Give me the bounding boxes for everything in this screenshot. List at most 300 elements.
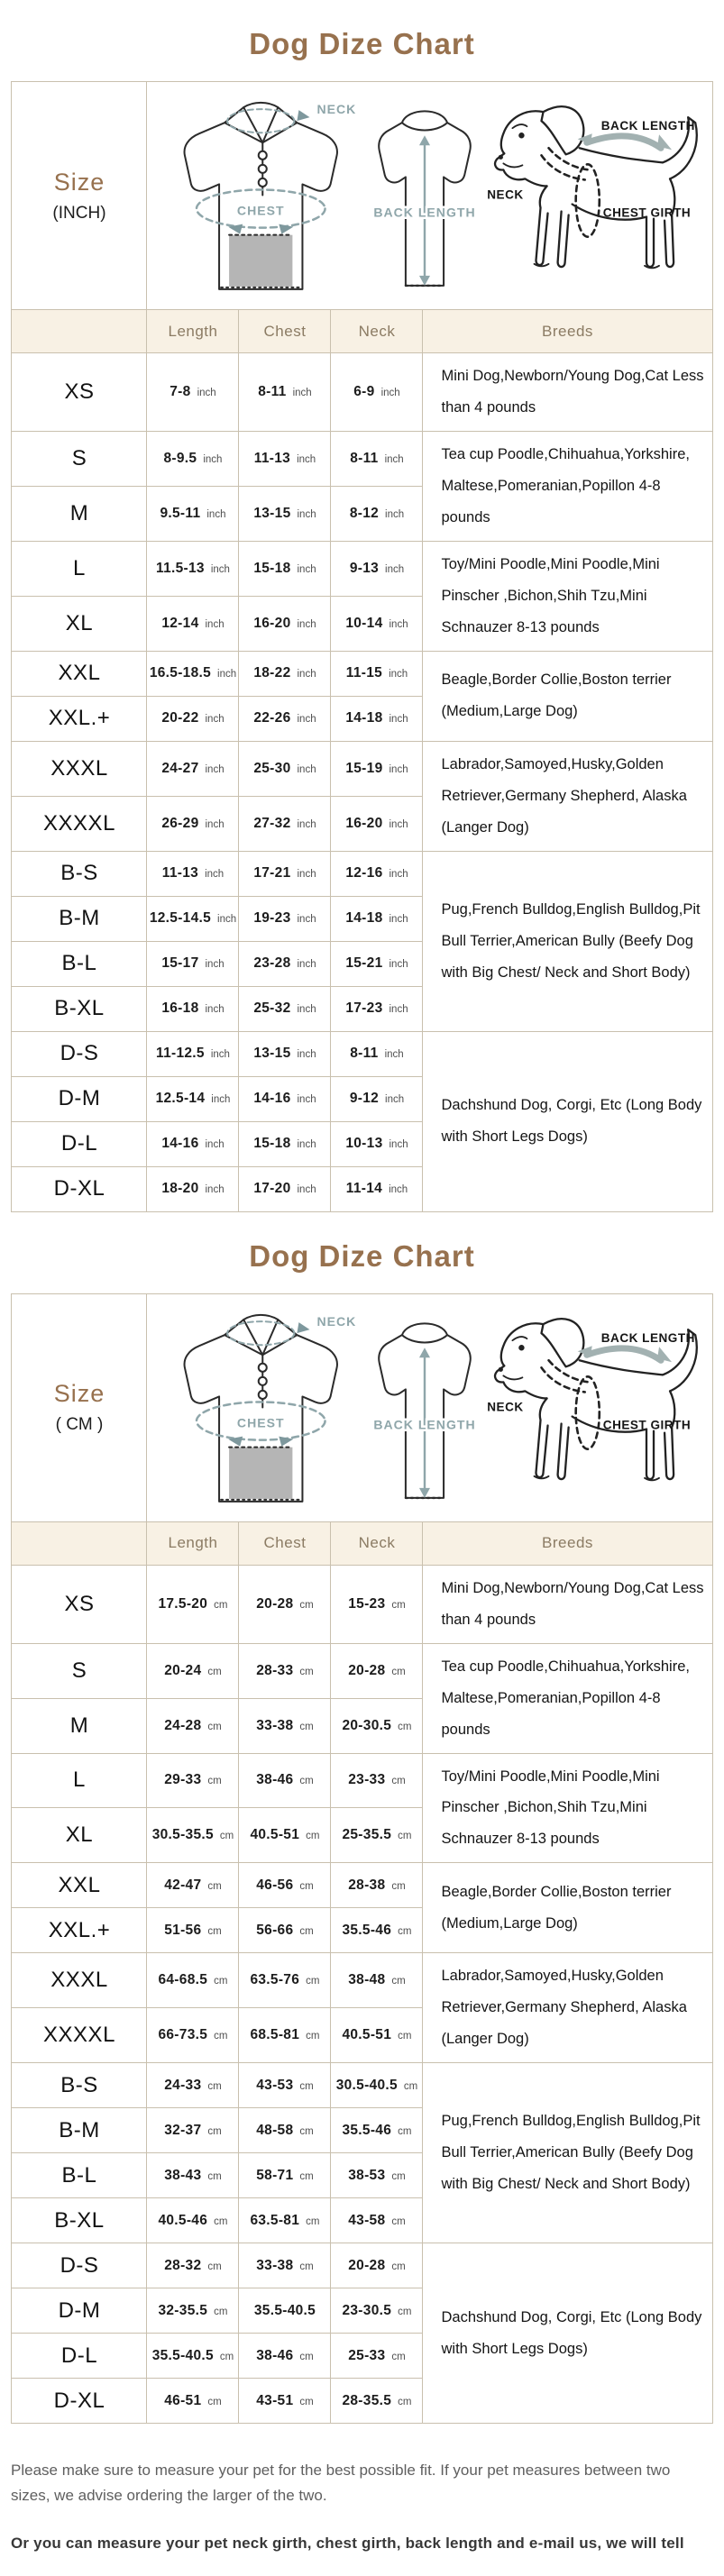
size-cell: D-M [12, 2288, 147, 2334]
chest-cell [239, 2108, 331, 2153]
unit-label: inch [385, 563, 405, 575]
breeds-cell: Beagle,Border Collie,Boston terrier (Medium,Large Dog) [423, 1863, 712, 1953]
chest-cell [239, 2334, 331, 2379]
chest-value: 63.5-76 [250, 1972, 300, 1988]
chest-cell [239, 353, 331, 432]
size-cell: B-L [12, 941, 147, 986]
measurement-diagram-svg [147, 85, 711, 306]
chest-cell [239, 2198, 331, 2243]
breeds-cell: Mini Dog,Newborn/Young Dog,Cat Less than 4 pounds [423, 1565, 712, 1643]
length-cell [147, 2243, 239, 2288]
neck-value: 11-15 [345, 665, 383, 681]
size-cell: XS [12, 1565, 147, 1643]
neck-cell [331, 2198, 423, 2243]
unit-label: inch [203, 453, 223, 465]
size-chart-section-inch [0, 27, 724, 1212]
breeds-cell: Tea cup Poodle,Chihuahua,Yorkshire, Maltese,Pomeranian,Popillon 4-8 pounds [423, 431, 712, 541]
breeds-cell: Pug,French Bulldog,English Bulldog,Pit Bull Terrier,American Bully (Beefy Dog with Big Chest/ Neck and Short Body) [423, 851, 712, 1031]
neck-cell [331, 1808, 423, 1863]
column-header-row [12, 310, 712, 353]
length-cell [147, 2379, 239, 2424]
chest-value: 40.5-51 [250, 1827, 300, 1843]
chest-label-front: CHEST [237, 1415, 286, 1430]
unit-label: cm [214, 2031, 228, 2042]
unit-label: inch [389, 959, 408, 971]
size-cell: XXXXL [12, 796, 147, 851]
unit-label: inch [297, 914, 316, 926]
length-value: 12-14 [161, 615, 199, 631]
neck-value: 38-53 [348, 2167, 386, 2183]
neck-cell [331, 796, 423, 851]
size-cell: S [12, 1643, 147, 1698]
chest-cell [239, 696, 331, 741]
length-value: 18-20 [161, 1181, 199, 1197]
chest-cell [239, 2063, 331, 2108]
unit-label: cm [299, 1925, 314, 1937]
size-cell: B-XL [12, 2198, 147, 2243]
chest-cell [239, 986, 331, 1031]
unit-label: cm [306, 2215, 320, 2227]
length-value: 46-51 [164, 2392, 202, 2408]
chest-cell [239, 1031, 331, 1076]
chest-value: 23-28 [253, 955, 291, 972]
size-cell: B-S [12, 851, 147, 896]
col-header-neck: Neck [331, 1521, 423, 1565]
unit-label: inch [389, 1004, 408, 1016]
unit-label: inch [389, 1184, 408, 1196]
neck-value: 14-18 [345, 710, 383, 726]
table-row [12, 2243, 712, 2288]
unit-label: inch [206, 508, 226, 520]
neck-value: 23-33 [348, 1772, 386, 1788]
unit-label: inch [389, 618, 408, 630]
chest-cell [239, 2379, 331, 2424]
unit-label: cm [207, 2261, 222, 2272]
unit-label: cm [219, 1831, 234, 1842]
chest-value: 22-26 [253, 710, 291, 726]
neck-cell [331, 1121, 423, 1166]
neck-value: 43-58 [348, 2212, 386, 2228]
chest-cell [239, 741, 331, 796]
chest-cell [239, 1076, 331, 1121]
chart-title-cm: Dog Dize Chart [249, 1238, 475, 1273]
neck-cell [331, 2008, 423, 2063]
unit-label: inch [205, 1004, 225, 1016]
chest-cell [239, 1565, 331, 1643]
back-length-label-dog: BACK LENGTH [601, 1330, 696, 1345]
size-chart-section-cm [0, 1239, 724, 2425]
length-value: 30.5-35.5 [151, 1827, 214, 1843]
unit-label: inch [205, 818, 225, 830]
chest-value: 56-66 [256, 1922, 294, 1938]
measuring-notes [8, 2458, 716, 2575]
chest-cell [239, 851, 331, 896]
col-header-chest: Chest [239, 1521, 331, 1565]
chest-value: 20-28 [256, 1595, 294, 1612]
unit-label: inch [297, 869, 316, 881]
breeds-cell: Toy/Mini Poodle,Mini Poodle,Mini Pinscher ,Bichon,Shih Tzu,Mini Schnauzer 8-13 pounds [423, 541, 712, 651]
unit-label: inch [380, 387, 400, 398]
size-unit-label: (INCH) [52, 203, 106, 223]
table-row [12, 651, 712, 696]
neck-value: 28-38 [348, 1877, 386, 1893]
breeds-cell: Dachshund Dog, Corgi, Etc (Long Body with Short Legs Dogs) [423, 1031, 712, 1211]
chest-cell [239, 2153, 331, 2198]
length-cell [147, 2008, 239, 2063]
unit-label: cm [398, 1831, 412, 1842]
length-cell [147, 1863, 239, 1908]
measurement-diagram [147, 85, 711, 306]
chest-value: 8-11 [258, 383, 287, 399]
size-cell: XXL [12, 1863, 147, 1908]
chest-value: 17-20 [253, 1181, 291, 1197]
size-cell: B-M [12, 896, 147, 941]
neck-cell [331, 896, 423, 941]
neck-value: 6-9 [353, 383, 375, 399]
neck-cell [331, 353, 423, 432]
unit-label: cm [398, 1925, 412, 1937]
chest-value: 25-30 [253, 760, 291, 776]
length-value: 7-8 [170, 383, 191, 399]
neck-cell [331, 1698, 423, 1753]
shirt-back-illustration [380, 1323, 472, 1498]
neck-value: 35.5-46 [342, 1922, 392, 1938]
table-row [12, 1643, 712, 1698]
unit-label: cm [398, 2125, 412, 2137]
unit-label: inch [297, 1094, 316, 1106]
unit-label: cm [306, 2031, 320, 2042]
chest-value: 28-33 [256, 1662, 294, 1678]
length-cell [147, 1166, 239, 1211]
neck-value: 20-28 [348, 2257, 386, 2273]
size-cell: XXL.+ [12, 696, 147, 741]
unit-label: inch [389, 669, 408, 681]
unit-label: cm [214, 2306, 228, 2317]
neck-cell [331, 2108, 423, 2153]
size-cell: XXL [12, 651, 147, 696]
neck-cell [331, 1031, 423, 1076]
table-row [12, 1863, 712, 1908]
unit-label: cm [391, 1776, 406, 1787]
unit-label: cm [207, 2125, 222, 2137]
chest-value: 19-23 [253, 910, 291, 927]
unit-label: inch [297, 1049, 316, 1061]
length-cell [147, 1643, 239, 1698]
unit-label: inch [205, 763, 225, 775]
chest-cell [239, 541, 331, 596]
back-length-label-shirt: BACK LENGTH [373, 205, 477, 220]
neck-cell [331, 986, 423, 1031]
table-row [12, 541, 712, 596]
table-row [12, 353, 712, 432]
unit-label: inch [210, 563, 230, 575]
col-header-length: Length [147, 310, 239, 353]
chest-value: 18-22 [253, 665, 291, 681]
length-value: 40.5-46 [158, 2212, 208, 2228]
neck-cell [331, 2243, 423, 2288]
neck-label-front: NECK [316, 102, 357, 117]
neck-value: 8-12 [349, 505, 380, 521]
length-cell [147, 486, 239, 541]
length-cell [147, 353, 239, 432]
unit-label: cm [299, 2125, 314, 2137]
length-cell [147, 2334, 239, 2379]
unit-label: inch [205, 1184, 225, 1196]
col-header-breeds: Breeds [423, 310, 712, 353]
unit-label: cm [299, 1880, 314, 1892]
neck-value: 16-20 [345, 815, 383, 831]
unit-label: inch [384, 1049, 404, 1061]
unit-label: cm [207, 1925, 222, 1937]
neck-value: 15-23 [348, 1595, 386, 1612]
chest-value: 33-38 [256, 2257, 294, 2273]
col-header-breeds: Breeds [423, 1521, 712, 1565]
chest-cell [239, 486, 331, 541]
unit-label: cm [214, 1976, 228, 1987]
size-cell: D-S [12, 2243, 147, 2288]
table-row [12, 1753, 712, 1808]
chest-value: 25-32 [253, 1000, 291, 1017]
chest-value: 38-46 [256, 2347, 294, 2363]
chest-cell [239, 896, 331, 941]
size-cell: M [12, 1698, 147, 1753]
blank-header-cell [12, 310, 147, 353]
unit-label: cm [391, 2261, 406, 2272]
length-value: 16.5-18.5 [149, 665, 212, 681]
size-cell: L [12, 1753, 147, 1808]
measure-note: Please make sure to measure your pet for the best possible fit. If your pet measures between two sizes, we advise ordering the larger of the two. [11, 2462, 671, 2504]
chest-value: 68.5-81 [250, 2027, 300, 2043]
length-value: 11-13 [161, 865, 199, 882]
length-value: 24-28 [164, 1717, 202, 1733]
unit-label: cm [299, 2080, 314, 2092]
unit-label: inch [297, 1004, 316, 1016]
unit-label: cm [207, 1880, 222, 1892]
length-cell [147, 2108, 239, 2153]
unit-label: inch [211, 1094, 231, 1106]
neck-value: 25-35.5 [342, 1827, 392, 1843]
length-cell [147, 2288, 239, 2334]
neck-cell [331, 596, 423, 651]
neck-value: 9-13 [349, 560, 380, 576]
chest-girth-label-dog: CHEST GIRTH [603, 1418, 692, 1432]
neck-value: 14-18 [345, 910, 383, 927]
neck-cell [331, 851, 423, 896]
chest-value: 46-56 [256, 1877, 294, 1893]
size-header-cell [12, 1293, 147, 1521]
unit-label: cm [214, 1599, 228, 1611]
chest-value: 27-32 [253, 815, 291, 831]
back-length-label-shirt: BACK LENGTH [373, 1417, 477, 1432]
table-row [12, 2063, 712, 2108]
neck-cell [331, 1076, 423, 1121]
length-cell [147, 896, 239, 941]
unit-label: inch [297, 714, 316, 726]
neck-value: 10-13 [345, 1136, 383, 1152]
breeds-cell: Labrador,Samoyed,Husky,Golden Retriever,Germany Shepherd, Alaska (Langer Dog) [423, 741, 712, 851]
length-value: 11.5-13 [156, 560, 205, 576]
length-cell [147, 696, 239, 741]
chest-value: 13-15 [253, 505, 291, 521]
size-cell: B-S [12, 2063, 147, 2108]
neck-cell [331, 541, 423, 596]
chest-value: 15-18 [253, 560, 291, 576]
unit-label: inch [210, 1049, 230, 1061]
length-cell [147, 651, 239, 696]
diagram-cell [147, 82, 712, 310]
col-header-chest: Chest [239, 310, 331, 353]
chest-cell [239, 1863, 331, 1908]
unit-label: cm [219, 2351, 234, 2362]
unit-label: inch [297, 1184, 316, 1196]
back-length-label-dog: BACK LENGTH [601, 119, 696, 133]
chest-value: 63.5-81 [250, 2212, 300, 2228]
diagram-row [12, 1293, 712, 1521]
chest-value: 48-58 [256, 2122, 294, 2138]
table-row [12, 431, 712, 486]
neck-value: 30.5-40.5 [335, 2077, 398, 2093]
length-value: 51-56 [164, 1922, 202, 1938]
neck-label-dog: NECK [487, 1400, 525, 1414]
neck-value: 25-33 [348, 2347, 386, 2363]
size-cell: M [12, 486, 147, 541]
unit-label: cm [299, 1666, 314, 1677]
unit-label: inch [297, 563, 316, 575]
chest-cell [239, 1121, 331, 1166]
length-value: 42-47 [164, 1877, 202, 1893]
neck-cell [331, 2334, 423, 2379]
chest-value: 43-51 [256, 2392, 294, 2408]
size-table-inch [11, 81, 712, 1212]
unit-label: inch [297, 669, 316, 681]
neck-cell [331, 1643, 423, 1698]
unit-label: inch [217, 914, 237, 926]
length-value: 66-73.5 [158, 2027, 208, 2043]
unit-label: cm [207, 1721, 222, 1732]
length-value: 26-29 [161, 815, 199, 831]
unit-label: cm [403, 2080, 418, 2092]
neck-value: 8-11 [350, 450, 379, 466]
size-cell: D-XL [12, 2379, 147, 2424]
length-value: 12.5-14 [155, 1091, 206, 1107]
unit-label: inch [389, 1139, 408, 1151]
length-value: 14-16 [161, 1136, 199, 1152]
size-cell: XXXL [12, 741, 147, 796]
unit-label: inch [205, 869, 225, 881]
size-cell: L [12, 541, 147, 596]
neck-label-front: NECK [316, 1313, 357, 1329]
unit-label: cm [391, 1599, 406, 1611]
chest-value: 33-38 [256, 1717, 294, 1733]
breeds-cell: Toy/Mini Poodle,Mini Poodle,Mini Pinscher ,Bichon,Shih Tzu,Mini Schnauzer 8-13 pounds [423, 1753, 712, 1863]
chest-cell [239, 2288, 331, 2334]
unit-label: inch [385, 1094, 405, 1106]
length-value: 20-24 [164, 1662, 202, 1678]
neck-cell [331, 651, 423, 696]
chest-girth-label-dog: CHEST GIRTH [603, 206, 692, 220]
unit-label: inch [297, 508, 316, 520]
unit-label: inch [385, 508, 405, 520]
neck-cell [331, 1863, 423, 1908]
neck-value: 12-16 [345, 865, 383, 882]
unit-label: inch [389, 914, 408, 926]
neck-value: 15-19 [345, 760, 383, 776]
unit-label: inch [205, 714, 225, 726]
chest-cell [239, 1166, 331, 1211]
length-cell [147, 2063, 239, 2108]
breeds-cell: Beagle,Border Collie,Boston terrier (Medium,Large Dog) [423, 651, 712, 741]
unit-label: inch [292, 387, 312, 398]
chest-value: 35.5-40.5 [253, 2302, 316, 2318]
neck-value: 23-30.5 [342, 2302, 392, 2318]
chest-cell [239, 431, 331, 486]
chest-cell [239, 1808, 331, 1863]
chest-cell [239, 651, 331, 696]
size-cell: S [12, 431, 147, 486]
length-value: 32-35.5 [158, 2302, 208, 2318]
length-value: 9.5-11 [160, 505, 201, 521]
unit-label: inch [205, 959, 225, 971]
unit-label: inch [389, 714, 408, 726]
size-cell: XL [12, 596, 147, 651]
unit-label: cm [398, 2031, 412, 2042]
unit-label: inch [297, 763, 316, 775]
unit-label: cm [207, 2396, 222, 2407]
table-row [12, 1953, 712, 2008]
unit-label: cm [299, 2351, 314, 2362]
chest-label-front: CHEST [237, 203, 286, 218]
size-cell: D-M [12, 1076, 147, 1121]
size-label: Size [53, 1380, 105, 1408]
unit-label: cm [299, 1721, 314, 1732]
unit-label: cm [214, 2215, 228, 2227]
neck-cell [331, 1565, 423, 1643]
length-value: 20-22 [161, 710, 199, 726]
chest-value: 16-20 [253, 615, 291, 631]
chest-cell [239, 2243, 331, 2288]
chest-cell [239, 941, 331, 986]
size-label: Size [53, 168, 105, 196]
unit-label: cm [299, 1599, 314, 1611]
length-value: 11-12.5 [156, 1046, 205, 1062]
measurement-diagram [147, 1297, 711, 1519]
unit-label: cm [306, 1976, 320, 1987]
neck-cell [331, 486, 423, 541]
unit-label: inch [217, 669, 237, 681]
unit-label: cm [207, 1666, 222, 1677]
size-cell: D-XL [12, 1166, 147, 1211]
length-cell [147, 1698, 239, 1753]
size-cell: XL [12, 1808, 147, 1863]
unit-label: cm [391, 2170, 406, 2182]
length-cell [147, 2153, 239, 2198]
unit-label: inch [205, 1139, 225, 1151]
unit-label: cm [207, 2080, 222, 2092]
size-cell: XS [12, 353, 147, 432]
breeds-cell: Dachshund Dog, Corgi, Etc (Long Body with Short Legs Dogs) [423, 2243, 712, 2424]
chest-cell [239, 796, 331, 851]
length-cell [147, 541, 239, 596]
length-cell [147, 1121, 239, 1166]
chest-value: 13-15 [253, 1046, 291, 1062]
neck-cell [331, 696, 423, 741]
chest-value: 17-21 [253, 865, 291, 882]
neck-value: 35.5-46 [342, 2122, 392, 2138]
unit-label: cm [398, 2306, 412, 2317]
chest-cell [239, 1643, 331, 1698]
neck-value: 9-12 [349, 1091, 380, 1107]
table-row [12, 1565, 712, 1643]
